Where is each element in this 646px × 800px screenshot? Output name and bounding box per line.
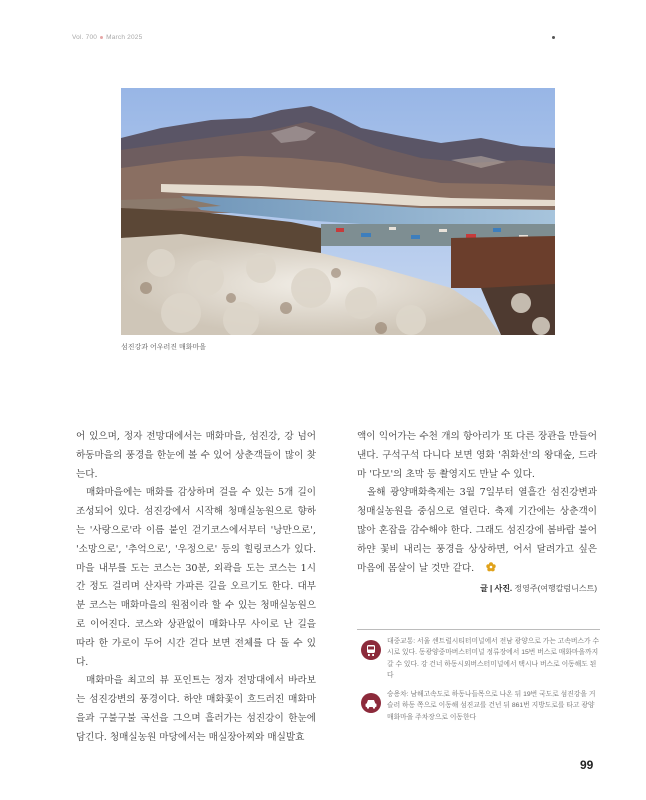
separator-dot (100, 36, 103, 39)
paragraph-text: 올해 광양매화축제는 3월 7일부터 열흘간 섬진강변과 청매실농원을 중심으로 열린다. 축제 기간에는 상춘객이 많아 혼잡을 감수해야 한다. 그래도 섬진강에 봄바람 불어 하얀 꽃비 내리는 풍경을 상상하면, 어서 달려가고 싶은 마음에 몸살이 날 것만 같다. (357, 487, 597, 574)
author-credit (357, 580, 597, 599)
info-text: 대중교통: 서울 센트럴시티터미널에서 전남 광양으로 가는 고속버스가 수시로 있다. 동광양중마버스터미널 정류장에서 15번 버스로 매화마을까지 갈 수 있다. 강 건너 하동시외버스터미널에서 택시나 버스로 이동해도 된다 (387, 638, 600, 680)
info-text: 승용차: 남해고속도로 하동나들목으로 나온 뒤 19번 국도로 섬진강을 거슬러 하동 쪽으로 이동해 섬진교를 건넌 뒤 861번 지방도로를 타고 광양매화마을 주차장으로 이동한다 (387, 691, 596, 721)
paragraph: 액이 익어가는 수천 개의 항아리가 또 다른 장관을 만들어낸다. 구석구석 다니다 보면 영화 '취화선'의 왕대숲, 드라마 '다모'의 초막 등 촬영지도 만날 수 있다. (357, 431, 597, 480)
credit-label: 글 | 사진. (480, 584, 513, 594)
photo-caption: 섬진강과 어우러진 매화마을 (121, 344, 207, 351)
article-column-right (357, 428, 597, 599)
credit-name: 정영주(여행칼럼니스트) (514, 584, 597, 594)
landscape-photo (121, 88, 555, 335)
paragraph: 어 있으며, 정자 전망대에서는 매화마을, 섬진강, 강 넘어 하동마을의 풍경을 한눈에 볼 수 있어 상춘객들이 많이 찾는다. (76, 431, 316, 480)
article-column-left (76, 428, 316, 748)
date-label: March 2025 (106, 34, 143, 41)
bus-icon (361, 640, 381, 660)
flower-end-icon (476, 561, 486, 571)
closing-paragraph (357, 484, 597, 578)
photo-illustration (121, 88, 555, 335)
paragraph: 매화마을 최고의 뷰 포인트는 정자 전망대에서 바라보는 섬진강변의 풍경이다. 하얀 매화꽃이 흐드러진 매화마을과 구불구불 곡선을 그으며 흘러가는 섬진강이 한눈에 담긴다. 청매실농원 마당에서는 매실장아찌와 매실발효 (76, 675, 316, 743)
issue-header (72, 34, 142, 41)
car-icon (361, 693, 381, 713)
volume-label: Vol. 700 (72, 34, 98, 41)
info-public-transport (357, 636, 600, 682)
corner-marker (552, 36, 555, 39)
paragraph: 매화마을에는 매화를 감상하며 걸을 수 있는 5개 길이 조성되어 있다. 섬진강에서 시작해 청매실농원으로 향하는 '사랑으로'라 이름 붙인 걷기코스에서부터 '낭만으로', '소망으로', '추억으로', '우정으로' 등의 힐링코스가 있다. 마을 내부를 도는 코스는 30분, 외곽을 도는 코스는 1시간 정도 걸리며 산자락 가파른 길을 오르기도 한다. 대부분 코스는 매화마을의 원점이라 할 수 있는 청매실농원으로 이어진다. 코스와 상관없이 매화나무 사이로 난 길을 따라 한 가로이 두어 시간 걷다 보면 전체를 다 돌 수 있다. (76, 487, 316, 668)
info-car (357, 689, 600, 723)
page-number: 99 (580, 758, 594, 772)
info-divider (357, 629, 600, 630)
